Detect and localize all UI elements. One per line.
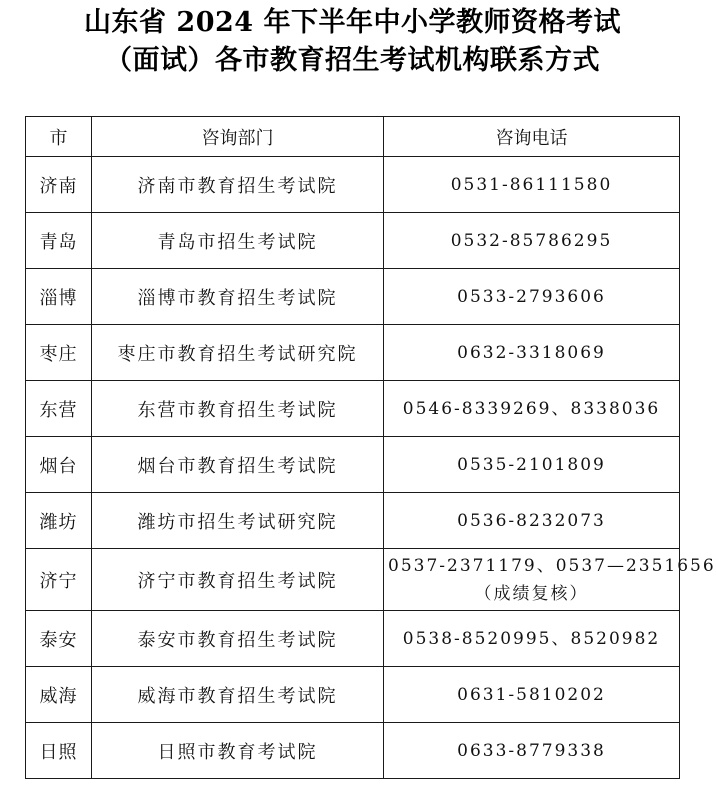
city-cell: 泰安	[26, 611, 92, 667]
table-row	[26, 611, 680, 667]
city-cell: 青岛	[26, 213, 92, 269]
department-cell: 烟台市教育招生考试院	[92, 437, 384, 493]
department-cell: 日照市教育考试院	[92, 723, 384, 779]
title-line-2: （面试）各市教育招生考试机构联系方式	[105, 45, 600, 76]
city-cell: 济宁	[26, 549, 92, 611]
department-cell: 济南市教育招生考试院	[92, 157, 384, 213]
header-phone: 咨询电话	[384, 117, 680, 157]
phone-number: 0546-8339269、8338036	[402, 398, 661, 419]
phone-cell	[384, 723, 680, 779]
phone-cell	[384, 157, 680, 213]
city-cell: 烟台	[26, 437, 92, 493]
document-title	[0, 4, 705, 80]
city-cell: 济南	[26, 157, 92, 213]
table-row	[26, 381, 680, 437]
phone-cell	[384, 549, 716, 611]
department-cell: 泰安市教育招生考试院	[92, 611, 384, 667]
department-cell: 枣庄市教育招生考试研究院	[92, 325, 384, 381]
department-cell: 潍坊市招生考试研究院	[92, 493, 384, 549]
phone-cell	[384, 269, 680, 325]
phone-cell	[384, 493, 680, 549]
phone-cell	[384, 437, 680, 493]
table-row	[26, 667, 680, 723]
phone-number: 0533-2793606	[457, 286, 606, 307]
department-cell: 青岛市招生考试院	[92, 213, 384, 269]
phone-number: 0535-2101809	[457, 454, 606, 475]
city-cell: 东营	[26, 381, 92, 437]
table-row	[26, 549, 680, 611]
header-city: 市	[26, 117, 92, 157]
phone-number: 0537-2371179、0537—2351656	[388, 555, 716, 576]
phone-note: （成绩复核）	[474, 583, 589, 604]
phone-cell	[384, 667, 680, 723]
contacts-table	[25, 116, 716, 779]
phone-cell	[384, 381, 680, 437]
phone-number: 0632-3318069	[457, 342, 606, 363]
department-cell: 威海市教育招生考试院	[92, 667, 384, 723]
city-cell: 潍坊	[26, 493, 92, 549]
table-body	[26, 157, 716, 779]
department-cell: 东营市教育招生考试院	[92, 381, 384, 437]
city-cell: 威海	[26, 667, 92, 723]
header-department: 咨询部门	[92, 117, 384, 157]
city-cell: 枣庄	[26, 325, 92, 381]
department-cell: 济宁市教育招生考试院	[92, 549, 384, 611]
phone-cell	[384, 611, 680, 667]
department-cell: 淄博市教育招生考试院	[92, 269, 384, 325]
phone-number: 0538-8520995、8520982	[402, 628, 661, 649]
phone-number: 0531-86111580	[450, 174, 613, 195]
table-row	[26, 269, 680, 325]
phone-number: 0536-8232073	[457, 510, 606, 531]
phone-number: 0532-85786295	[450, 230, 613, 251]
table-row	[26, 493, 680, 549]
table-row	[26, 213, 680, 269]
header-row	[26, 117, 680, 157]
phone-number: 0631-5810202	[457, 684, 606, 705]
city-cell: 淄博	[26, 269, 92, 325]
table-row	[26, 325, 680, 381]
table-row	[26, 437, 680, 493]
table-row	[26, 157, 680, 213]
city-cell: 日照	[26, 723, 92, 779]
phone-number: 0633-8779338	[457, 740, 606, 761]
phone-cell	[384, 325, 680, 381]
phone-cell	[384, 213, 680, 269]
title-line-1: 山东省 2024 年下半年中小学教师资格考试	[84, 7, 621, 38]
table-row	[26, 723, 680, 779]
